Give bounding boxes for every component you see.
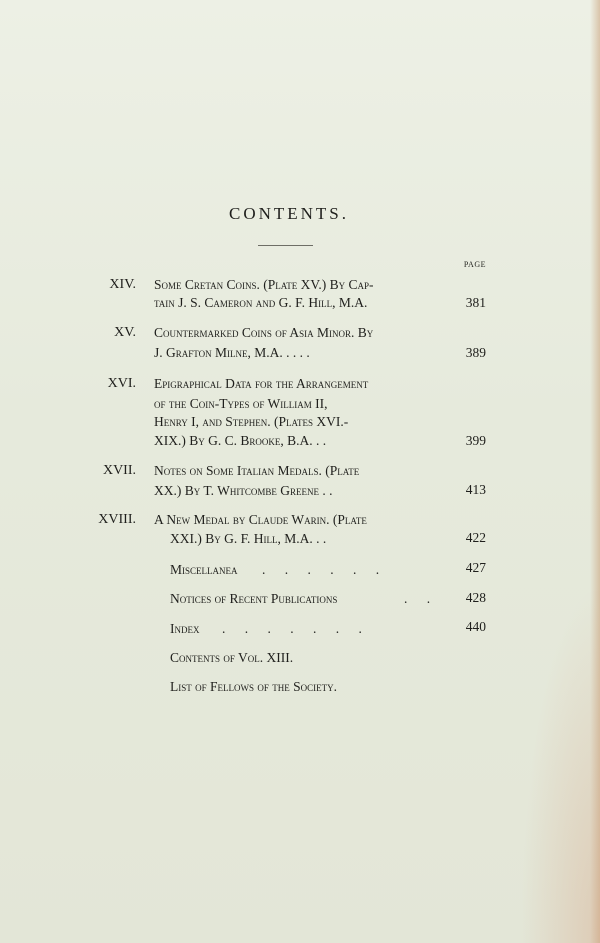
page-column-header: PAGE bbox=[463, 260, 486, 269]
dot-leader: . . . . . . . bbox=[222, 621, 370, 636]
entry-number: XVIII. bbox=[98, 512, 136, 527]
entry-line: Henry I, and Stephen. (Plates XVI.- bbox=[154, 414, 349, 429]
entry-line: J. Grafton Milne, M.A. . . . . bbox=[154, 345, 310, 360]
paper-stain bbox=[520, 583, 600, 943]
entry-line: tain J. S. Cameron and G. F. Hill, M.A. bbox=[154, 295, 368, 310]
entry-line: Notes on Some Italian Medals. (Plate bbox=[154, 463, 360, 478]
entry-line: Epigraphical Data for the Arrangement bbox=[154, 376, 369, 391]
entry-page-number: 428 bbox=[465, 590, 486, 605]
entry-line: Some Cretan Coins. (Plate XV.) By Cap- bbox=[154, 277, 374, 292]
extra-entry-label: Contents of Vol. XIII. bbox=[170, 650, 294, 665]
contents-title: CONTENTS. bbox=[228, 204, 350, 223]
entry-page-number: 399 bbox=[465, 433, 486, 448]
extra-entry-label: Index bbox=[170, 621, 200, 636]
entry-number: XIV. bbox=[109, 277, 136, 292]
entry-page-number: 413 bbox=[465, 482, 486, 497]
entry-page-number: 381 bbox=[465, 295, 486, 310]
extra-entry-label: Notices of Recent Publications bbox=[170, 591, 338, 606]
entry-page-number: 422 bbox=[465, 530, 486, 545]
entry-line: of the Coin-Types of William II, bbox=[154, 396, 328, 411]
entry-line: A New Medal by Claude Warin. (Plate bbox=[154, 512, 367, 527]
extra-entry-label: Miscellanea bbox=[170, 562, 238, 577]
dot-leader: . . bbox=[404, 591, 439, 606]
extra-entry-label: List of Fellows of the Society. bbox=[170, 679, 338, 694]
entry-line: XXI.) By G. F. Hill, M.A. . . bbox=[170, 531, 327, 546]
entry-line: XX.) By T. Whitcombe Greene . . bbox=[154, 483, 333, 498]
entry-number: XV. bbox=[114, 325, 136, 340]
entry-number: XVI. bbox=[107, 376, 136, 391]
title-rule bbox=[258, 245, 313, 246]
entry-number: XVII. bbox=[102, 463, 136, 478]
entry-page-number: 427 bbox=[465, 560, 486, 575]
entry-line: Countermarked Coins of Asia Minor. By bbox=[154, 325, 374, 340]
entry-page-number: 389 bbox=[465, 345, 486, 360]
entry-page-number: 440 bbox=[465, 619, 486, 634]
dot-leader: . . . . . . bbox=[262, 562, 388, 577]
entry-line: XIX.) By G. C. Brooke, B.A. . . bbox=[154, 433, 327, 448]
